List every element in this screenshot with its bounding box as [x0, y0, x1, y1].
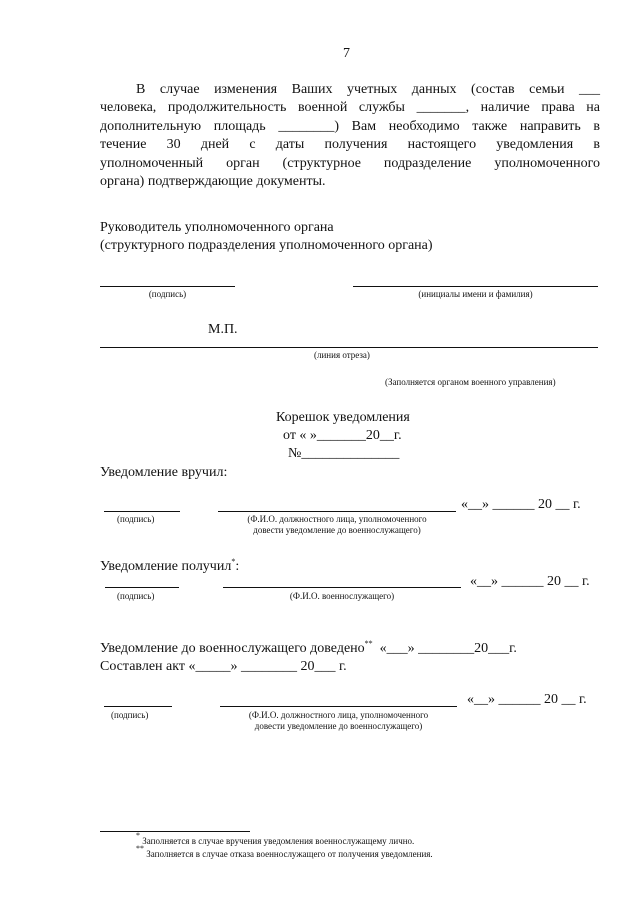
received-signature-line	[105, 587, 179, 588]
stub-title: Корешок уведомления	[276, 410, 410, 425]
paragraph-line-4: течение 30 дней с даты получения настоящего уведомления в	[100, 137, 600, 152]
delivered-official-caption-2: довести уведомление до военнослужащего)	[253, 525, 421, 535]
footnote-2	[136, 844, 433, 860]
received-signature-caption: (подпись)	[117, 591, 155, 601]
paragraph-line-2: человека, продолжительность военной службы _______, наличие права на	[100, 100, 600, 115]
communicated-date: «___» ________20___г.	[379, 641, 517, 656]
act-date: «__» ______ 20 __ г.	[467, 692, 587, 707]
stub-date: от « »_______20__г.	[283, 428, 402, 443]
signature-caption: (подпись)	[148, 289, 187, 299]
page-number: 7	[343, 46, 350, 61]
paragraph-line-3: дополнительную площадь ________) Вам необходимо также направить в	[100, 119, 600, 134]
act-official-caption-2: довести уведомление до военнослужащего)	[254, 721, 423, 731]
delivered-signature-line	[104, 511, 180, 512]
filled-by-note: (Заполняется органом военного управления)	[385, 377, 556, 387]
footnote-2-mark: **	[136, 844, 144, 853]
stub-number: №______________	[288, 446, 400, 461]
signature-line	[100, 286, 235, 287]
act-signature-caption: (подпись)	[111, 710, 149, 720]
paragraph-line-6: органа) подтверждающие документы.	[100, 174, 326, 189]
received-label-block	[100, 558, 239, 576]
cut-line	[100, 347, 598, 348]
received-footnote-mark: *	[231, 557, 236, 566]
delivered-date: «__» ______ 20 __ г.	[461, 497, 581, 512]
delivered-official-caption-1: (Ф.И.О. должностного лица, уполномоченного	[247, 514, 427, 524]
head-title-line-2: (структурного подразделения уполномоченного органа)	[100, 238, 433, 253]
communicated-line	[100, 640, 517, 658]
received-label: Уведомление получил	[100, 559, 232, 574]
paragraph-line-1: В случае изменения Ваших учетных данных (состав семьи ___	[136, 82, 600, 97]
communicated-footnote-mark: **	[364, 639, 373, 648]
head-title-line-1: Руководитель уполномоченного органа	[100, 220, 334, 235]
received-date: «__» ______ 20 __ г.	[470, 574, 590, 589]
stamp-place: М.П.	[208, 322, 238, 337]
delivered-official-line	[218, 511, 456, 512]
act-official-caption-1: (Ф.И.О. должностного лица, уполномоченного	[248, 710, 429, 720]
act-official-line	[220, 706, 457, 707]
footnote-separator	[100, 831, 250, 832]
footnote-1	[136, 831, 415, 847]
delivered-label: Уведомление вручил:	[100, 465, 228, 480]
communicated-label: Уведомление до военнослужащего доведено	[100, 641, 365, 656]
act-line: Составлен акт «_____» ________ 20___ г.	[100, 659, 347, 674]
footnote-1-text: Заполняется в случае вручения уведомления военнослужащему лично.	[142, 836, 415, 846]
footnote-1-mark: *	[136, 831, 140, 840]
footnote-2-text: Заполняется в случае отказа военнослужащего от получения уведомления.	[146, 849, 433, 859]
paragraph-line-5: уполномоченный орган (структурное подразделение уполномоченного	[100, 156, 600, 171]
received-colon: :	[235, 559, 240, 574]
name-line	[353, 286, 598, 287]
name-caption: (инициалы имени и фамилия)	[418, 289, 533, 299]
received-serviceman-line	[223, 587, 461, 588]
delivered-signature-caption: (подпись)	[117, 514, 155, 524]
cut-caption: (линия отреза)	[314, 350, 370, 360]
act-signature-line	[104, 706, 172, 707]
received-serviceman-caption: (Ф.И.О. военнослужащего)	[289, 591, 395, 601]
